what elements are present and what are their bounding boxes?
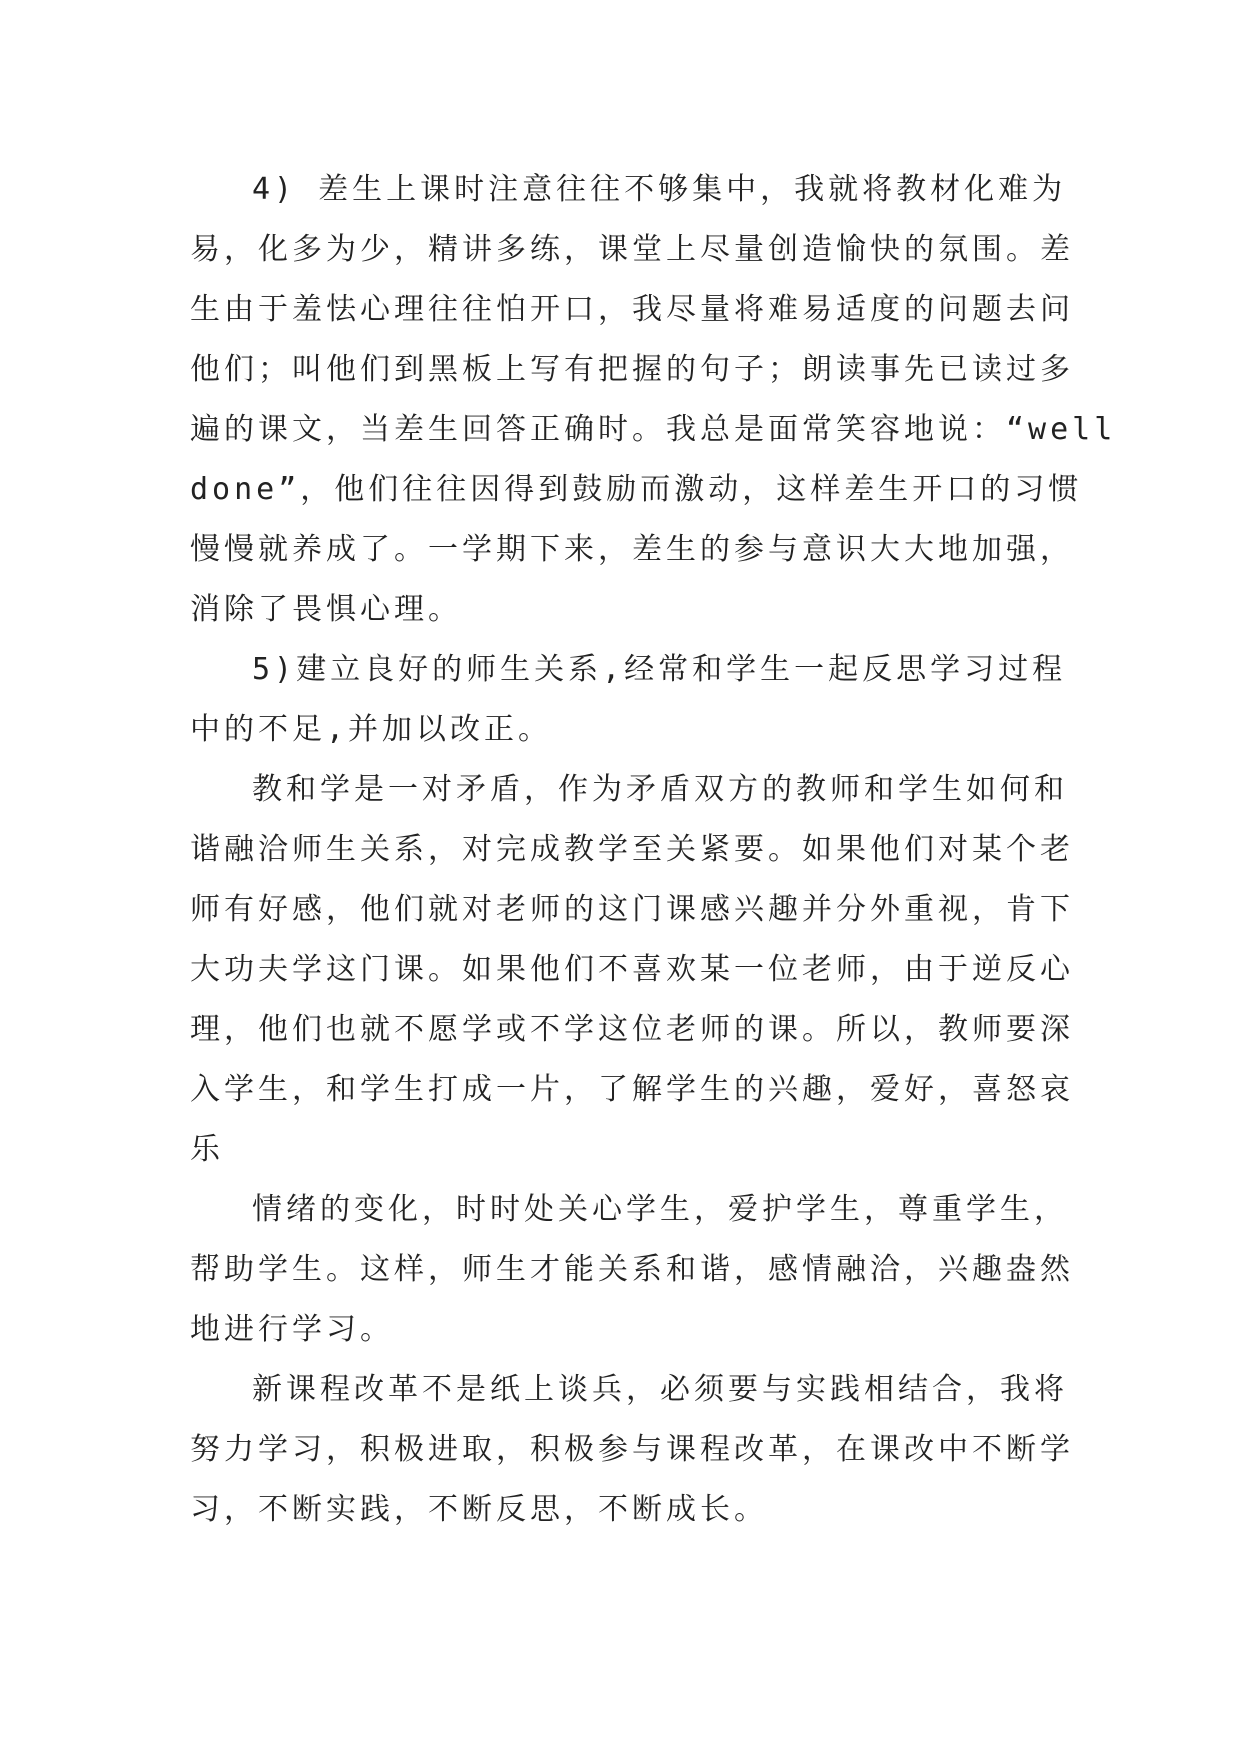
text-line: 中的不足,并加以改正。	[190, 712, 553, 747]
text-line: 理，他们也就不愿学或不学这位老师的课。所以，教师要深	[190, 1012, 1074, 1047]
text-line: 乐	[190, 1132, 224, 1167]
text-line: 情绪的变化，时时处关心学生，爱护学生，尊重学生，	[252, 1192, 1068, 1227]
text-line: 入学生，和学生打成一片，了解学生的兴趣，爱好，喜怒哀	[190, 1072, 1074, 1107]
paragraph-2	[190, 640, 1067, 760]
text-line: 生由于羞怯心理往往怕开口，我尽量将难易适度的问题去问	[190, 292, 1074, 327]
text-line: 帮助学生。这样，师生才能关系和谐，感情融洽，兴趣盎然	[190, 1252, 1074, 1287]
text-line: done”，他们往往因得到鼓励而激动，这样差生开口的习惯	[190, 472, 1083, 507]
text-line: 他们；叫他们到黑板上写有把握的句子；朗读事先已读过多	[190, 352, 1074, 387]
text-line: 师有好感，他们就对老师的这门课感兴趣并分外重视，肯下	[190, 892, 1074, 927]
paragraph-5	[190, 1360, 1074, 1540]
document-body	[190, 160, 1117, 1540]
text-line: 大功夫学这门课。如果他们不喜欢某一位老师，由于逆反心	[190, 952, 1074, 987]
text-line: 努力学习，积极进取，积极参与课程改革，在课改中不断学	[190, 1432, 1074, 1467]
paragraph-3	[190, 760, 1074, 1180]
text-line: 谐融洽师生关系，对完成教学至关紧要。如果他们对某个老	[190, 832, 1074, 867]
text-line: 慢慢就养成了。一学期下来，差生的参与意识大大地加强，	[190, 532, 1074, 567]
text-line: 消除了畏惧心理。	[190, 592, 462, 627]
paragraph-1	[190, 160, 1117, 640]
text-line: 易，化多为少，精讲多练，课堂上尽量创造愉快的氛围。差	[190, 232, 1074, 267]
text-line: 地进行学习。	[190, 1312, 394, 1347]
text-line: 遍的课文，当差生回答正确时。我总是面常笑容地说：“well	[190, 412, 1117, 447]
text-line: 4) 差生上课时注意往往不够集中，我就将教材化难为	[252, 172, 1067, 207]
text-line: 教和学是一对矛盾，作为矛盾双方的教师和学生如何和	[252, 772, 1068, 807]
text-line: 习，不断实践，不断反思，不断成长。	[190, 1492, 768, 1527]
paragraph-4	[190, 1180, 1074, 1360]
text-line: 新课程改革不是纸上谈兵，必须要与实践相结合，我将	[252, 1372, 1068, 1407]
text-line: 5)建立良好的师生关系,经常和学生一起反思学习过程	[252, 652, 1067, 687]
